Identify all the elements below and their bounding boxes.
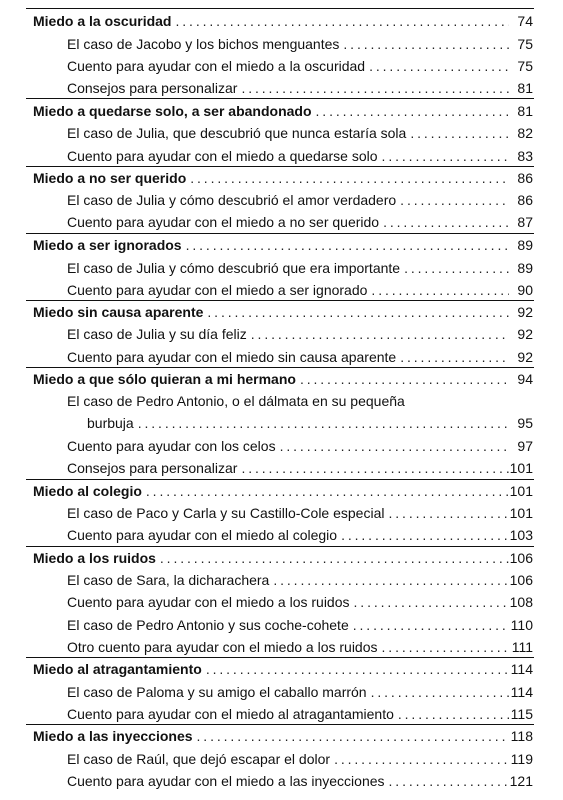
section-divider bbox=[26, 98, 534, 99]
section-divider bbox=[26, 724, 534, 725]
entry-title: El caso de Raúl, que dejó escapar el dolor bbox=[67, 751, 331, 767]
entry-title: El caso de Paco y Carla y su Castillo-Cole especial bbox=[67, 505, 385, 521]
entry-title: Consejos para personalizar bbox=[67, 460, 238, 476]
toc-entry bbox=[67, 79, 533, 97]
leader-dots bbox=[237, 79, 509, 97]
page-number: 97 bbox=[517, 438, 533, 454]
toc-section bbox=[33, 12, 533, 30]
leader-dots bbox=[142, 482, 509, 500]
page-number: 115 bbox=[510, 706, 533, 722]
page-number: 108 bbox=[509, 594, 533, 610]
leader-dots bbox=[367, 683, 509, 701]
section-title: Miedo a las inyecciones bbox=[33, 728, 193, 744]
entry-title: Cuento para ayudar con el miedo a quedarse solo bbox=[67, 148, 378, 164]
toc-section bbox=[33, 102, 533, 120]
leader-dots bbox=[247, 325, 509, 343]
toc-entry bbox=[67, 259, 533, 277]
page-number: 94 bbox=[517, 371, 533, 387]
leader-dots bbox=[202, 660, 509, 678]
page-number: 89 bbox=[517, 260, 533, 276]
page-number: 86 bbox=[517, 192, 533, 208]
page-number: 75 bbox=[517, 36, 533, 52]
entry-title: El caso de Pedro Antonio y sus coche-cohete bbox=[67, 617, 349, 633]
toc-entry bbox=[67, 325, 533, 343]
page-number: 92 bbox=[517, 349, 533, 365]
leader-dots bbox=[350, 593, 509, 611]
section-divider bbox=[26, 166, 534, 167]
page-number: 81 bbox=[517, 80, 533, 96]
leader-dots bbox=[171, 12, 509, 30]
page-number: 118 bbox=[510, 728, 533, 744]
leader-dots bbox=[186, 169, 509, 187]
entry-title: El caso de Julia y su día feliz bbox=[67, 326, 247, 342]
entry-title: Cuento para ayudar con el miedo a la oscuridad bbox=[67, 58, 366, 74]
leader-dots bbox=[396, 348, 509, 366]
toc-entry bbox=[67, 437, 533, 455]
toc-section bbox=[33, 482, 533, 500]
page-number: 89 bbox=[517, 237, 533, 253]
leader-dots bbox=[182, 236, 509, 254]
section-title: Miedo a los ruidos bbox=[33, 550, 156, 566]
page-number: 90 bbox=[517, 282, 533, 298]
entry-title: Cuento para ayudar con el miedo sin causa aparente bbox=[67, 349, 397, 365]
section-divider bbox=[26, 300, 534, 301]
entry-title: El caso de Paloma y su amigo el caballo marrón bbox=[67, 684, 367, 700]
entry-title: Cuento para ayudar con el miedo al colegio bbox=[67, 527, 338, 543]
page-number: 92 bbox=[517, 304, 533, 320]
page-number: 119 bbox=[510, 751, 533, 767]
page-number: 114 bbox=[510, 661, 533, 677]
toc-section bbox=[33, 236, 533, 254]
toc-section bbox=[33, 370, 533, 388]
page-number: 101 bbox=[509, 483, 533, 499]
leader-dots bbox=[312, 102, 509, 120]
leader-dots bbox=[269, 571, 509, 589]
section-divider bbox=[26, 233, 534, 234]
page-number: 103 bbox=[509, 527, 533, 543]
section-divider bbox=[26, 657, 534, 658]
leader-dots bbox=[378, 638, 509, 656]
entry-title: El caso de Julia y cómo descubrió el amor verdadero bbox=[67, 192, 397, 208]
toc-entry bbox=[67, 750, 533, 768]
leader-dots bbox=[276, 437, 509, 455]
toc-section bbox=[33, 727, 533, 745]
toc-entry bbox=[67, 616, 533, 634]
entry-title: El caso de Jacobo y los bichos menguantes bbox=[67, 36, 340, 52]
page-number: 101 bbox=[509, 505, 533, 521]
leader-dots bbox=[203, 303, 509, 321]
page-number: 101 bbox=[509, 460, 533, 476]
section-divider bbox=[26, 367, 534, 368]
toc-entry bbox=[67, 281, 533, 299]
section-title: Miedo a quedarse solo, a ser abandonado bbox=[33, 103, 312, 119]
toc-entry bbox=[67, 638, 533, 656]
leader-dots bbox=[385, 772, 509, 790]
entry-title: Cuento para ayudar con los celos bbox=[67, 438, 276, 454]
section-title: Miedo al colegio bbox=[33, 483, 142, 499]
entry-title: Otro cuento para ayudar con el miedo a los ruidos bbox=[67, 639, 378, 655]
toc-entry bbox=[67, 526, 533, 544]
toc-section bbox=[33, 549, 533, 567]
toc-entry bbox=[67, 705, 533, 723]
entry-title: Consejos para personalizar bbox=[67, 80, 238, 96]
section-title: Miedo a que sólo quieran a mi hermano bbox=[33, 371, 296, 387]
leader-dots bbox=[193, 727, 509, 745]
toc-entry bbox=[67, 504, 533, 522]
leader-dots bbox=[384, 504, 509, 522]
section-title: Miedo a ser ignorados bbox=[33, 237, 182, 253]
page-number: 110 bbox=[510, 617, 533, 633]
page-number: 86 bbox=[517, 170, 533, 186]
section-title: Miedo a no ser querido bbox=[33, 170, 187, 186]
leader-dots bbox=[400, 259, 509, 277]
toc-entry bbox=[67, 124, 533, 142]
leader-dots bbox=[367, 281, 509, 299]
section-title: Miedo a la oscuridad bbox=[33, 13, 172, 29]
leader-dots bbox=[365, 57, 509, 75]
page-number: 114 bbox=[510, 684, 533, 700]
leader-dots bbox=[406, 124, 509, 142]
leader-dots bbox=[296, 370, 509, 388]
page-number: 111 bbox=[511, 639, 533, 655]
section-divider bbox=[26, 546, 534, 547]
toc-entry bbox=[67, 348, 533, 366]
entry-title: Cuento para ayudar con el miedo al atragantamiento bbox=[67, 706, 394, 722]
page-number: 121 bbox=[509, 773, 533, 789]
section-title: Miedo al atragantamiento bbox=[33, 661, 202, 677]
leader-dots bbox=[156, 549, 509, 567]
page-number: 83 bbox=[517, 148, 533, 164]
page-number: 82 bbox=[517, 125, 533, 141]
toc-entry-line2 bbox=[87, 414, 533, 432]
page-number: 75 bbox=[517, 58, 533, 74]
section-divider bbox=[26, 479, 534, 480]
toc-entry bbox=[67, 35, 533, 53]
page-number: 92 bbox=[517, 326, 533, 342]
leader-dots bbox=[349, 616, 509, 634]
toc-entry bbox=[67, 593, 533, 611]
leader-dots bbox=[330, 750, 509, 768]
section-title: Miedo sin causa aparente bbox=[33, 304, 204, 320]
toc-section bbox=[33, 303, 533, 321]
leader-dots bbox=[237, 459, 509, 477]
toc-entry bbox=[67, 571, 533, 589]
section-divider bbox=[26, 8, 534, 9]
page-number: 106 bbox=[509, 572, 533, 588]
toc-entry bbox=[67, 147, 533, 165]
toc-entry bbox=[67, 213, 533, 231]
entry-title: Cuento para ayudar con el miedo a ser ignorado bbox=[67, 282, 368, 298]
leader-dots bbox=[378, 147, 509, 165]
page-number: 81 bbox=[517, 103, 533, 119]
entry-title: Cuento para ayudar con el miedo a las inyecciones bbox=[67, 773, 385, 789]
page-number: 106 bbox=[509, 550, 533, 566]
toc-section bbox=[33, 660, 533, 678]
toc-section bbox=[33, 169, 533, 187]
leader-dots bbox=[339, 35, 509, 53]
page-number: 87 bbox=[517, 214, 533, 230]
entry-title: El caso de Julia y cómo descubrió que era importante bbox=[67, 260, 401, 276]
toc-entry bbox=[67, 57, 533, 75]
toc-entry bbox=[67, 772, 533, 790]
entry-title-continued: burbuja bbox=[87, 415, 134, 431]
toc-entry bbox=[67, 683, 533, 701]
leader-dots bbox=[394, 705, 509, 723]
leader-dots bbox=[396, 191, 509, 209]
entry-title: Cuento para ayudar con el miedo a los ruidos bbox=[67, 594, 350, 610]
leader-dots bbox=[337, 526, 509, 544]
entry-title: El caso de Pedro Antonio, o el dálmata en su pequeña bbox=[67, 393, 405, 409]
leader-dots bbox=[134, 414, 509, 432]
page-number: 95 bbox=[517, 415, 533, 431]
entry-title: Cuento para ayudar con el miedo a no ser querido bbox=[67, 214, 380, 230]
entry-title: El caso de Julia, que descubrió que nunca estaría sola bbox=[67, 125, 407, 141]
entry-title: El caso de Sara, la dicharachera bbox=[67, 572, 270, 588]
toc-entry-line1 bbox=[67, 392, 509, 410]
page-number: 74 bbox=[517, 13, 533, 29]
toc-entry bbox=[67, 191, 533, 209]
leader-dots bbox=[379, 213, 509, 231]
toc-entry bbox=[67, 459, 533, 477]
